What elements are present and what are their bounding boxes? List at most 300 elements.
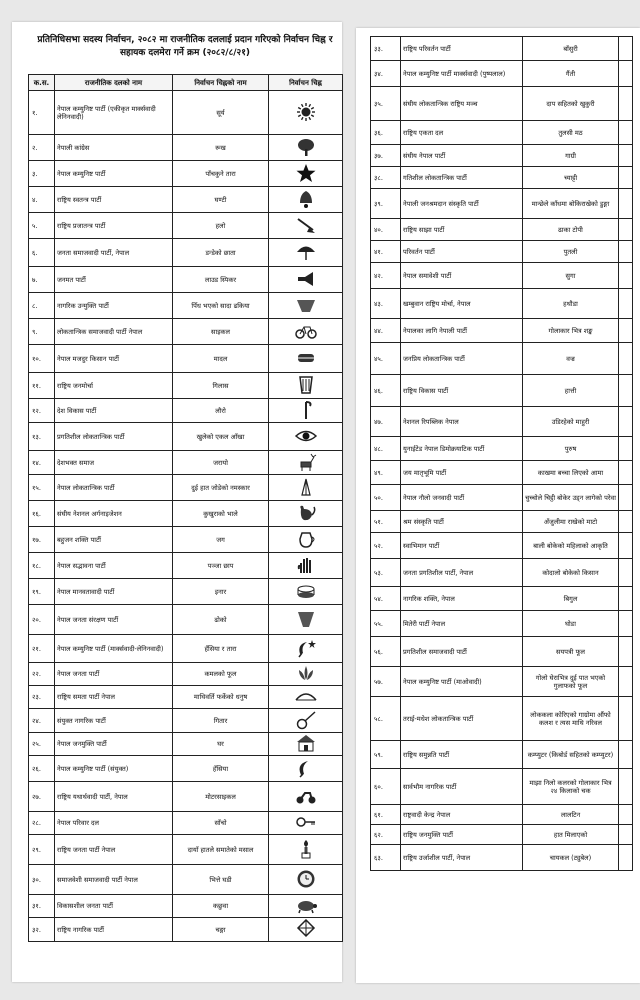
row-number: २१. xyxy=(29,635,55,663)
symbol-name: दायाँ हातले समातेको मसाल xyxy=(173,835,269,865)
row-number: ४८. xyxy=(371,437,401,461)
row-number: ४७. xyxy=(371,407,401,437)
row-number: ५१. xyxy=(371,511,401,533)
party-name: नेपाल नौलो जनवादी पार्टी xyxy=(401,485,523,511)
party-name: नेपाल जनमुक्ति पार्टी xyxy=(55,733,173,756)
party-name: खम्बुवान राष्ट्रिय मोर्चा, नेपाल xyxy=(401,289,523,319)
symbol-cell xyxy=(619,189,633,219)
party-name: श्रम संस्कृति पार्टी xyxy=(401,511,523,533)
party-name: नेपाली जनश्रमदान संस्कृति पार्टी xyxy=(401,189,523,219)
symbol-cell xyxy=(269,663,343,686)
symbol-name: गोलाकार भित्र शङ्ख xyxy=(523,319,619,343)
symbol-cell xyxy=(269,527,343,553)
party-name: जय मातृभूमि पार्टी xyxy=(401,461,523,485)
symbol-cell xyxy=(619,289,633,319)
party-name: राष्ट्रिय जनमुक्ति पार्टी xyxy=(401,825,523,845)
symbol-cell xyxy=(619,845,633,871)
symbol-name: साँचो xyxy=(173,812,269,835)
symbol-name: इनार xyxy=(173,579,269,605)
symbol-name: लाउड स्पिकर xyxy=(173,267,269,293)
symbol-name: कम्प्युटर (किबोर्ड सहितको कम्प्युटर) xyxy=(523,741,619,769)
table-row xyxy=(29,187,343,213)
table-row xyxy=(29,686,343,709)
well-icon xyxy=(295,581,317,603)
symbol-cell xyxy=(269,579,343,605)
table-row xyxy=(371,637,633,667)
symbol-name: हलो xyxy=(173,213,269,239)
symbol-name: जग xyxy=(173,527,269,553)
symbol-cell xyxy=(269,812,343,835)
jug-icon xyxy=(295,529,317,551)
row-number: ४. xyxy=(29,187,55,213)
party-name: नेपालका लागि नेपाली पार्टी xyxy=(401,319,523,343)
house-icon xyxy=(295,733,317,755)
glass-icon xyxy=(295,375,317,397)
symbol-name: तुलसी मठ xyxy=(523,121,619,145)
symbol-cell xyxy=(269,635,343,663)
symbol-name: जरायो xyxy=(173,451,269,475)
table-row xyxy=(29,895,343,918)
lotus-icon xyxy=(295,663,317,685)
symbol-cell xyxy=(269,733,343,756)
party-name: संघीय नेशनल अर्गनाइजेशन xyxy=(55,501,173,527)
party-name: राष्ट्रिय स्वतन्त्र पार्टी xyxy=(55,187,173,213)
symbol-cell xyxy=(269,293,343,319)
table-row xyxy=(371,407,633,437)
table-row xyxy=(29,865,343,895)
row-number: १२. xyxy=(29,399,55,423)
left-page xyxy=(12,22,342,982)
symbol-name: डन्डेको छाता xyxy=(173,239,269,267)
symbol-name: गिलास xyxy=(173,373,269,399)
table-row xyxy=(29,345,343,373)
symbol-name: गाग्री xyxy=(523,145,619,167)
row-number: ४२. xyxy=(371,263,401,289)
palm-icon xyxy=(295,555,317,577)
header-num: क.स. xyxy=(29,75,55,91)
party-name: नेपाल कम्युनिष्ट पार्टी मार्क्सवादी (पुष्पलाल) xyxy=(401,61,523,87)
row-number: ५५. xyxy=(371,611,401,637)
symbol-name: घण्टी xyxy=(173,187,269,213)
table-row xyxy=(371,611,633,637)
symbol-cell xyxy=(269,213,343,239)
row-number: १९. xyxy=(29,579,55,605)
symbol-cell xyxy=(269,423,343,451)
row-number: १७. xyxy=(29,527,55,553)
party-name: लोकतान्त्रिक समाजवादी पार्टी नेपाल xyxy=(55,319,173,345)
table-row xyxy=(29,319,343,345)
party-name: मितेरी पार्टी नेपाल xyxy=(401,611,523,637)
table-row xyxy=(29,756,343,782)
party-name: समाजवेशी समाजवादी पार्टी नेपाल xyxy=(55,865,173,895)
symbol-cell xyxy=(269,239,343,267)
symbol-cell xyxy=(269,709,343,733)
party-name: जनप्रिय लोकतान्त्रिक पार्टी xyxy=(401,343,523,375)
symbol-name: मान्छेले काँधमा बोकिराखेको डुङ्गा xyxy=(523,189,619,219)
plough-icon xyxy=(295,215,317,237)
symbol-cell xyxy=(619,485,633,511)
row-number: ५४. xyxy=(371,587,401,611)
table-row xyxy=(29,501,343,527)
party-name: राष्ट्रिय विकास पार्टी xyxy=(401,375,523,407)
symbol-name: साइकल xyxy=(173,319,269,345)
symbol-name: वज्र xyxy=(523,343,619,375)
symbol-cell xyxy=(269,345,343,373)
party-name: नेपाली कांग्रेस xyxy=(55,135,173,161)
sun-icon xyxy=(295,102,317,124)
party-name: नेपाल लोकतान्त्रिक पार्टी xyxy=(55,475,173,501)
row-number: १८. xyxy=(29,553,55,579)
table-row xyxy=(371,805,633,825)
party-name: संघीय लोकतान्त्रिक राष्ट्रिय मञ्च xyxy=(401,87,523,121)
symbol-name: पुतली xyxy=(523,241,619,263)
symbol-name: बिगुल xyxy=(523,587,619,611)
symbol-name: पाँचकुने तारा xyxy=(173,161,269,187)
table-row xyxy=(371,121,633,145)
party-name: नेपाल मजदुर किसान पार्टी xyxy=(55,345,173,373)
row-number: २८. xyxy=(29,812,55,835)
symbol-cell xyxy=(619,61,633,87)
row-number: ३९. xyxy=(371,189,401,219)
turtle-icon xyxy=(295,895,317,917)
symbol-name: हथौडा xyxy=(523,289,619,319)
symbol-cell xyxy=(619,121,633,145)
party-name: राष्ट्रवादी केन्द्र नेपाल xyxy=(401,805,523,825)
table-row xyxy=(371,37,633,61)
symbol-name: पिँध भएको सादा ढकिया xyxy=(173,293,269,319)
symbol-cell xyxy=(619,37,633,61)
table-row xyxy=(371,343,633,375)
symbol-cell xyxy=(619,825,633,845)
guitar-icon xyxy=(295,710,317,732)
table-row xyxy=(29,373,343,399)
party-name: परिवर्तन पार्टी xyxy=(401,241,523,263)
symbol-name: कुखुराको भाले xyxy=(173,501,269,527)
basket-icon xyxy=(295,295,317,317)
party-name: नेपाल कम्युनिष्ट पार्टी (संयुक्त) xyxy=(55,756,173,782)
party-symbol-table-right xyxy=(370,36,633,871)
symbol-name: मादल xyxy=(173,345,269,373)
table-row xyxy=(29,553,343,579)
symbol-name: मोटरसाइकल xyxy=(173,782,269,812)
row-number: २२. xyxy=(29,663,55,686)
symbol-cell xyxy=(269,895,343,918)
row-number: ३७. xyxy=(371,145,401,167)
row-number: १४. xyxy=(29,451,55,475)
table-row xyxy=(29,918,343,942)
party-name: सार्वभौम नागरिक पार्टी xyxy=(401,769,523,805)
symbol-cell xyxy=(619,87,633,121)
row-number: १. xyxy=(29,91,55,135)
row-number: २९. xyxy=(29,835,55,865)
rooster-icon xyxy=(295,503,317,525)
party-name: राष्ट्रिय जनमोर्चा xyxy=(55,373,173,399)
kite-icon xyxy=(295,919,317,941)
row-number: ३६. xyxy=(371,121,401,145)
table-row xyxy=(29,91,343,135)
symbol-cell xyxy=(619,559,633,587)
madal-icon xyxy=(295,348,317,370)
header-party: राजनीतिक दलको नाम xyxy=(55,75,173,91)
symbol-name: घर xyxy=(173,733,269,756)
symbol-name: लौरो xyxy=(173,399,269,423)
table-row xyxy=(371,559,633,587)
party-name: राष्ट्रिय समुन्नति पार्टी xyxy=(401,741,523,769)
right-page xyxy=(356,28,640,983)
table-row xyxy=(371,741,633,769)
party-name: राष्ट्रिय साझा पार्टी xyxy=(401,219,523,241)
party-name: नेपाल परिवार दल xyxy=(55,812,173,835)
symbol-cell xyxy=(619,533,633,559)
symbol-cell xyxy=(619,697,633,741)
symbol-name: भित्ते घडी xyxy=(173,865,269,895)
row-number: २०. xyxy=(29,605,55,635)
table-row xyxy=(29,605,343,635)
row-number: २६. xyxy=(29,756,55,782)
symbol-name: सयपत्री फूल xyxy=(523,637,619,667)
symbol-cell xyxy=(269,605,343,635)
row-number: ३१. xyxy=(29,895,55,918)
symbol-cell xyxy=(269,918,343,942)
row-number: १६. xyxy=(29,501,55,527)
symbol-name: पञ्जा छाप xyxy=(173,553,269,579)
table-row xyxy=(371,241,633,263)
symbol-name: हात्ती xyxy=(523,375,619,407)
table-row xyxy=(371,697,633,741)
party-name: युनाईटेड नेपाल डिमोक्रयाटिक पार्टी xyxy=(401,437,523,461)
party-name: जनता प्रगतिशील पार्टी, नेपाल xyxy=(401,559,523,587)
table-row xyxy=(29,635,343,663)
party-name: देशभक्त समाज xyxy=(55,451,173,475)
row-number: २५. xyxy=(29,733,55,756)
symbol-name: हात मिलाएको xyxy=(523,825,619,845)
symbol-cell xyxy=(269,475,343,501)
symbol-cell xyxy=(269,319,343,345)
party-name: गतिशील लोकतान्त्रिक पार्टी xyxy=(401,167,523,189)
party-name: राष्ट्रिय जनता पार्टी नेपाल xyxy=(55,835,173,865)
row-number: ५८. xyxy=(371,697,401,741)
row-number: १०. xyxy=(29,345,55,373)
namaste-icon xyxy=(295,477,317,499)
table-row xyxy=(371,167,633,189)
symbol-cell xyxy=(269,187,343,213)
table-row xyxy=(371,263,633,289)
umbrella-icon xyxy=(295,242,317,264)
symbol-name: पुरुष xyxy=(523,437,619,461)
symbol-name: कछुवा xyxy=(173,895,269,918)
symbol-cell xyxy=(269,756,343,782)
symbol-cell xyxy=(619,667,633,697)
row-number: ४१. xyxy=(371,241,401,263)
symbol-name: कोदालो बोकेको किसान xyxy=(523,559,619,587)
symbol-name: ढोको xyxy=(173,605,269,635)
row-number: ८. xyxy=(29,293,55,319)
symbol-cell xyxy=(619,241,633,263)
table-row xyxy=(29,835,343,865)
party-name: संघीय नेपाल पार्टी xyxy=(401,145,523,167)
table-row xyxy=(371,219,633,241)
party-name: संयुक्त नागरिक पार्टी xyxy=(55,709,173,733)
party-name: नेपाल समावेशी पार्टी xyxy=(401,263,523,289)
symbol-cell xyxy=(619,319,633,343)
table-row xyxy=(371,769,633,805)
symbol-cell xyxy=(619,805,633,825)
row-number: ३. xyxy=(29,161,55,187)
symbol-cell xyxy=(619,343,633,375)
row-number: ५६. xyxy=(371,637,401,667)
symbol-cell xyxy=(619,511,633,533)
party-name: राष्ट्रिय नागरिक पार्टी xyxy=(55,918,173,942)
party-name: नागरिक उन्मुक्ति पार्टी xyxy=(55,293,173,319)
symbol-cell xyxy=(619,407,633,437)
party-name: जनमत पार्टी xyxy=(55,267,173,293)
party-name: राष्ट्रिय परिवर्तन पार्टी xyxy=(401,37,523,61)
symbol-name: चायकल (ट्युबेल) xyxy=(523,845,619,871)
party-name: राष्ट्रिय यथार्थवादी पार्टी, नेपाल xyxy=(55,782,173,812)
symbol-cell xyxy=(619,375,633,407)
table-row xyxy=(371,61,633,87)
symbol-cell xyxy=(269,161,343,187)
table-row xyxy=(371,587,633,611)
table-row xyxy=(29,709,343,733)
row-number: ३८. xyxy=(371,167,401,189)
symbol-cell xyxy=(269,782,343,812)
table-row xyxy=(371,145,633,167)
table-body-left xyxy=(29,91,343,942)
table-row xyxy=(371,319,633,343)
party-name: नेपाल सद्भावना पार्टी xyxy=(55,553,173,579)
sickle-star-icon xyxy=(295,638,317,660)
party-name: राष्ट्रिय एकता दल xyxy=(401,121,523,145)
symbol-name: हँसिया xyxy=(173,756,269,782)
symbol-cell xyxy=(619,587,633,611)
party-name: बहुजन शक्ति पार्टी xyxy=(55,527,173,553)
header-symbol: निर्वाचन चिह्न xyxy=(269,75,343,91)
clock-icon xyxy=(295,869,317,891)
party-name: नेपाल कम्युनिष्ट पार्टी xyxy=(55,161,173,187)
table-row xyxy=(29,399,343,423)
table-row xyxy=(29,733,343,756)
symbol-cell xyxy=(619,769,633,805)
party-name: राष्ट्रिय समता पार्टी नेपाल xyxy=(55,686,173,709)
row-number: ५३. xyxy=(371,559,401,587)
table-row xyxy=(29,527,343,553)
party-name: नेपाल कम्युनिष्ट पार्टी (माओवादी) xyxy=(401,667,523,697)
symbol-cell xyxy=(269,91,343,135)
party-name: नेपाल जनता संरक्षण पार्टी xyxy=(55,605,173,635)
symbol-cell xyxy=(269,451,343,475)
symbol-cell xyxy=(619,263,633,289)
symbol-name: लोककला कोरिएको गाग्रोमा औंफो कलश र त्यस माथि नरिवल xyxy=(523,697,619,741)
table-row xyxy=(29,451,343,475)
symbol-name: ढाका टोपी xyxy=(523,219,619,241)
symbol-cell xyxy=(619,461,633,485)
row-number: ४४. xyxy=(371,319,401,343)
table-row xyxy=(29,267,343,293)
bell-icon xyxy=(295,189,317,211)
symbol-cell xyxy=(269,135,343,161)
eye-icon xyxy=(295,426,317,448)
symbol-cell xyxy=(269,835,343,865)
symbol-cell xyxy=(619,741,633,769)
party-name: राष्ट्रिय उर्जाशील पार्टी, नेपाल xyxy=(401,845,523,871)
symbol-cell xyxy=(619,145,633,167)
table-row xyxy=(29,293,343,319)
row-number: १३. xyxy=(29,423,55,451)
symbol-name: उडिरहेको माहुरी xyxy=(523,407,619,437)
party-name: नेपाल मानवतावादी पार्टी xyxy=(55,579,173,605)
symbol-cell xyxy=(619,167,633,189)
symbol-cell xyxy=(619,637,633,667)
table-row xyxy=(371,825,633,845)
party-name: नेपाल कम्युनिष्ट पार्टी (एकीकृत मार्क्सवादी लेनिनवादी) xyxy=(55,91,173,135)
row-number: १५. xyxy=(29,475,55,501)
motorcycle-icon xyxy=(295,786,317,808)
row-number: ४०. xyxy=(371,219,401,241)
symbol-name: काखमा बच्चा लिएको आमा xyxy=(523,461,619,485)
table-row xyxy=(371,189,633,219)
party-name: नागरिक शक्ति, नेपाल xyxy=(401,587,523,611)
row-number: २३. xyxy=(29,686,55,709)
table-row xyxy=(371,511,633,533)
symbol-name: हँसिया र तारा xyxy=(173,635,269,663)
symbol-cell xyxy=(269,267,343,293)
party-name: नेपाल कम्युनिष्ट पार्टी (मार्क्सवादी-लेनिनवादी) xyxy=(55,635,173,663)
symbol-name: दाप सहितको खुकुरी xyxy=(523,87,619,121)
row-number: ७. xyxy=(29,267,55,293)
row-number: ५. xyxy=(29,213,55,239)
row-number: ५७. xyxy=(371,667,401,697)
symbol-name: चङ्गा xyxy=(173,918,269,942)
party-name: देश विकास पार्टी xyxy=(55,399,173,423)
table-row xyxy=(29,161,343,187)
symbol-name: बाली बोकेको महिलाको आकृति xyxy=(523,533,619,559)
loudspeaker-icon xyxy=(295,269,317,291)
table-row xyxy=(371,845,633,871)
table-row xyxy=(29,213,343,239)
row-number: ११. xyxy=(29,373,55,399)
party-name: प्रगतिशील समाजवादी पार्टी xyxy=(401,637,523,667)
star-icon xyxy=(295,163,317,185)
torch-icon xyxy=(295,839,317,861)
tree-icon xyxy=(295,137,317,159)
party-name: स्वाभिमान पार्टी xyxy=(401,533,523,559)
row-number: ३३. xyxy=(371,37,401,61)
table-row xyxy=(371,375,633,407)
party-name: तराई-मधेश लोकतान्त्रिक पार्टी xyxy=(401,697,523,741)
symbol-cell xyxy=(269,553,343,579)
sickle-icon xyxy=(295,758,317,780)
table-row xyxy=(29,663,343,686)
page-title: प्रतिनिधिसभा सदस्य निर्वाचन, २०८२ मा राजनीतिक दललाई प्रदान गरिएको निर्वाचन चिह्न र सहायक दलमेरा गर्ने क्रम (२०८२/८/२१) xyxy=(37,35,333,58)
table-row xyxy=(29,812,343,835)
row-number: ३०. xyxy=(29,865,55,895)
row-number: ३५. xyxy=(371,87,401,121)
row-number: ६. xyxy=(29,239,55,267)
table-row xyxy=(29,423,343,451)
table-row xyxy=(29,239,343,267)
symbol-name: गितार xyxy=(173,709,269,733)
symbol-name: कमलको फूल xyxy=(173,663,269,686)
party-name: विकासशील जनता पार्टी xyxy=(55,895,173,918)
table-row xyxy=(371,437,633,461)
deer-icon xyxy=(295,452,317,474)
symbol-name: माथिवर्ति फर्केको धनुष xyxy=(173,686,269,709)
symbol-cell xyxy=(269,373,343,399)
party-symbol-table-left xyxy=(28,74,343,942)
header-symbol-name: निर्वाचन चिह्नको नाम xyxy=(173,75,269,91)
row-number: ६२. xyxy=(371,825,401,845)
